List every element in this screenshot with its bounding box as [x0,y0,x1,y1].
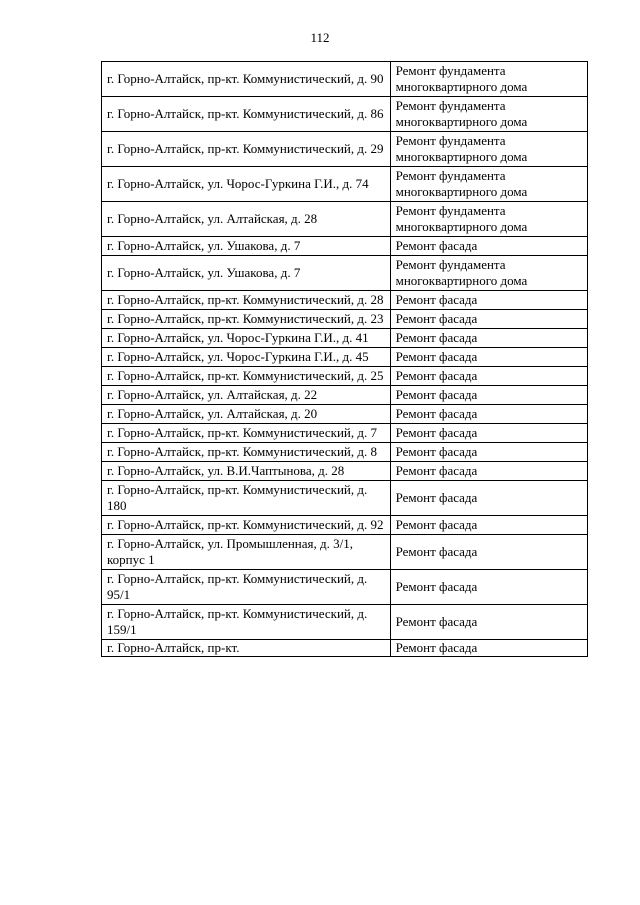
repair-table [101,61,588,657]
address-cell: г. Горно-Алтайск, ул. Алтайская, д. 22 [102,386,391,405]
work-type-cell: Ремонт фасада [390,481,587,516]
table-row [102,570,588,605]
work-type-cell: Ремонт фундамента многоквартирного дома [390,256,587,291]
address-cell: г. Горно-Алтайск, пр-кт. Коммунистический, д. 95/1 [102,570,391,605]
address-cell: г. Горно-Алтайск, пр-кт. Коммунистический, д. 180 [102,481,391,516]
address-cell: г. Горно-Алтайск, ул. Промышленная, д. 3/1, корпус 1 [102,535,391,570]
address-cell: г. Горно-Алтайск, пр-кт. Коммунистический, д. 25 [102,367,391,386]
work-type-cell: Ремонт фундамента многоквартирного дома [390,167,587,202]
address-cell: г. Горно-Алтайск, пр-кт. Коммунистический, д. 28 [102,291,391,310]
address-cell: г. Горно-Алтайск, пр-кт. Коммунистический, д. 92 [102,516,391,535]
work-type-cell: Ремонт фасада [390,570,587,605]
table-body [102,62,588,657]
table-row [102,516,588,535]
address-cell: г. Горно-Алтайск, пр-кт. Коммунистический, д. 7 [102,424,391,443]
table-row [102,329,588,348]
address-cell: г. Горно-Алтайск, пр-кт. [102,640,391,657]
table-row [102,443,588,462]
table-row [102,424,588,443]
table-row [102,348,588,367]
address-cell: г. Горно-Алтайск, ул. Чорос-Гуркина Г.И., д. 41 [102,329,391,348]
work-type-cell: Ремонт фасада [390,348,587,367]
page-number: 112 [310,30,330,45]
work-type-cell: Ремонт фасада [390,367,587,386]
work-type-cell: Ремонт фасада [390,329,587,348]
table-row [102,202,588,237]
table-row [102,386,588,405]
address-cell: г. Горно-Алтайск, ул. Алтайская, д. 20 [102,405,391,424]
table-row [102,256,588,291]
work-type-cell: Ремонт фундамента многоквартирного дома [390,132,587,167]
work-type-cell: Ремонт фундамента многоквартирного дома [390,202,587,237]
table-row [102,481,588,516]
work-type-cell: Ремонт фасада [390,386,587,405]
table-row [102,405,588,424]
work-type-cell: Ремонт фасада [390,443,587,462]
address-cell: г. Горно-Алтайск, пр-кт. Коммунистический, д. 159/1 [102,605,391,640]
work-type-cell: Ремонт фасада [390,310,587,329]
table-row [102,310,588,329]
work-type-cell: Ремонт фасада [390,605,587,640]
table-row [102,291,588,310]
table-row [102,535,588,570]
address-cell: г. Горно-Алтайск, ул. Чорос-Гуркина Г.И., д. 45 [102,348,391,367]
table-row [102,97,588,132]
work-type-cell: Ремонт фасада [390,424,587,443]
work-type-cell: Ремонт фасада [390,237,587,256]
table-row [102,237,588,256]
address-cell: г. Горно-Алтайск, ул. Чорос-Гуркина Г.И., д. 74 [102,167,391,202]
table-row [102,167,588,202]
work-type-cell: Ремонт фундамента многоквартирного дома [390,62,587,97]
address-cell: г. Горно-Алтайск, пр-кт. Коммунистический, д. 23 [102,310,391,329]
table-row [102,605,588,640]
address-cell: г. Горно-Алтайск, ул. В.И.Чаптынова, д. 28 [102,462,391,481]
work-type-cell: Ремонт фундамента многоквартирного дома [390,97,587,132]
address-cell: г. Горно-Алтайск, ул. Ушакова, д. 7 [102,256,391,291]
address-cell: г. Горно-Алтайск, пр-кт. Коммунистический, д. 86 [102,97,391,132]
address-cell: г. Горно-Алтайск, ул. Ушакова, д. 7 [102,237,391,256]
address-cell: г. Горно-Алтайск, пр-кт. Коммунистический, д. 29 [102,132,391,167]
table-row [102,462,588,481]
work-type-cell: Ремонт фасада [390,535,587,570]
work-type-cell: Ремонт фасада [390,640,587,657]
work-type-cell: Ремонт фасада [390,516,587,535]
work-type-cell: Ремонт фасада [390,291,587,310]
work-type-cell: Ремонт фасада [390,462,587,481]
work-type-cell: Ремонт фасада [390,405,587,424]
table-row [102,367,588,386]
address-cell: г. Горно-Алтайск, пр-кт. Коммунистический, д. 8 [102,443,391,462]
table-row [102,62,588,97]
address-cell: г. Горно-Алтайск, ул. Алтайская, д. 28 [102,202,391,237]
table-row [102,640,588,657]
table-row [102,132,588,167]
address-cell: г. Горно-Алтайск, пр-кт. Коммунистический, д. 90 [102,62,391,97]
